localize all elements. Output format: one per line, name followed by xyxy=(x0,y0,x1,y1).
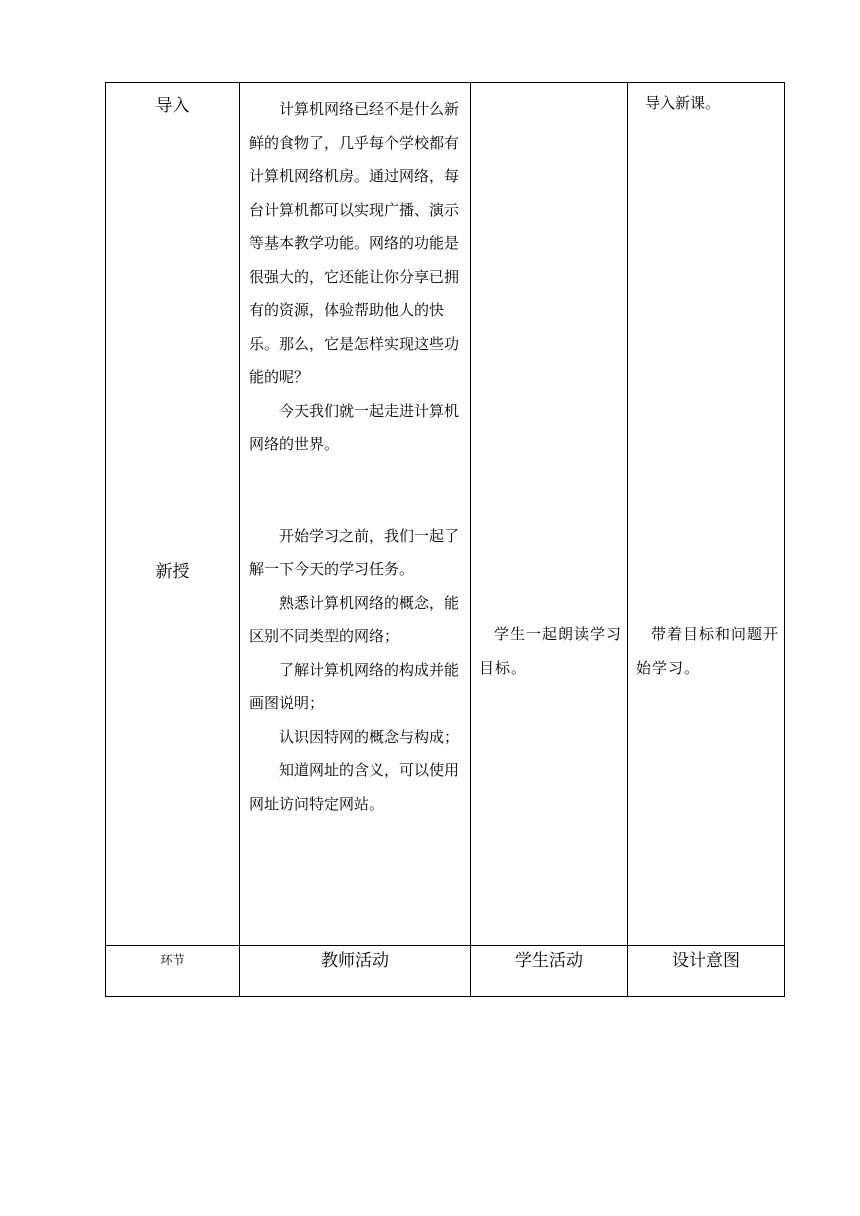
student-activity-text: 学生一起朗读学习目标。 xyxy=(479,625,623,677)
teacher-activity-cell xyxy=(240,83,471,946)
header-teacher-activity: 教师活动 xyxy=(240,946,471,997)
design-intro-text: 导入新课。 xyxy=(645,94,721,112)
header-row xyxy=(106,946,785,997)
learning-goal-2: 了解计算机网络的构成并能画图说明； xyxy=(249,660,460,712)
design-intent-cell xyxy=(628,83,785,946)
learning-goal-1: 熟悉计算机网络的概念，能区别不同类型的网络； xyxy=(249,593,460,645)
stage-new-lesson-label: 新授 xyxy=(155,562,190,582)
content-row xyxy=(106,83,785,946)
header-design-intent: 设计意图 xyxy=(628,946,785,997)
learning-goal-3: 认识因特网的概念与构成； xyxy=(279,727,460,746)
learning-goal-4: 知道网址的含义，可以使用网址访问特定网站。 xyxy=(249,761,460,813)
teacher-intro-paragraph-1: 计算机网络已经不是什么新鲜的食物了，几乎每个学校都有计算机网络机房。通过网络，每台计算机都可以实现广播、演示等基本教学功能。网络的功能是很强大的，它还能让你分享已拥有的资源，体验帮助他人的快乐。那么，它是怎样实现这些功能的呢？ xyxy=(249,100,460,386)
header-stage: 环节 xyxy=(106,946,240,997)
stage-intro-label: 导入 xyxy=(155,96,190,116)
student-activity-cell xyxy=(471,83,628,946)
stage-cell xyxy=(106,83,240,946)
header-student-activity: 学生活动 xyxy=(471,946,628,997)
teacher-intro-paragraph-2: 今天我们就一起走进计算机网络的世界。 xyxy=(249,401,460,453)
teacher-new-lesson-paragraph: 开始学习之前，我们一起了解一下今天的学习任务。 xyxy=(249,526,460,578)
design-new-lesson-text: 带着目标和问题开始学习。 xyxy=(636,625,780,677)
lesson-plan-table xyxy=(105,82,785,997)
